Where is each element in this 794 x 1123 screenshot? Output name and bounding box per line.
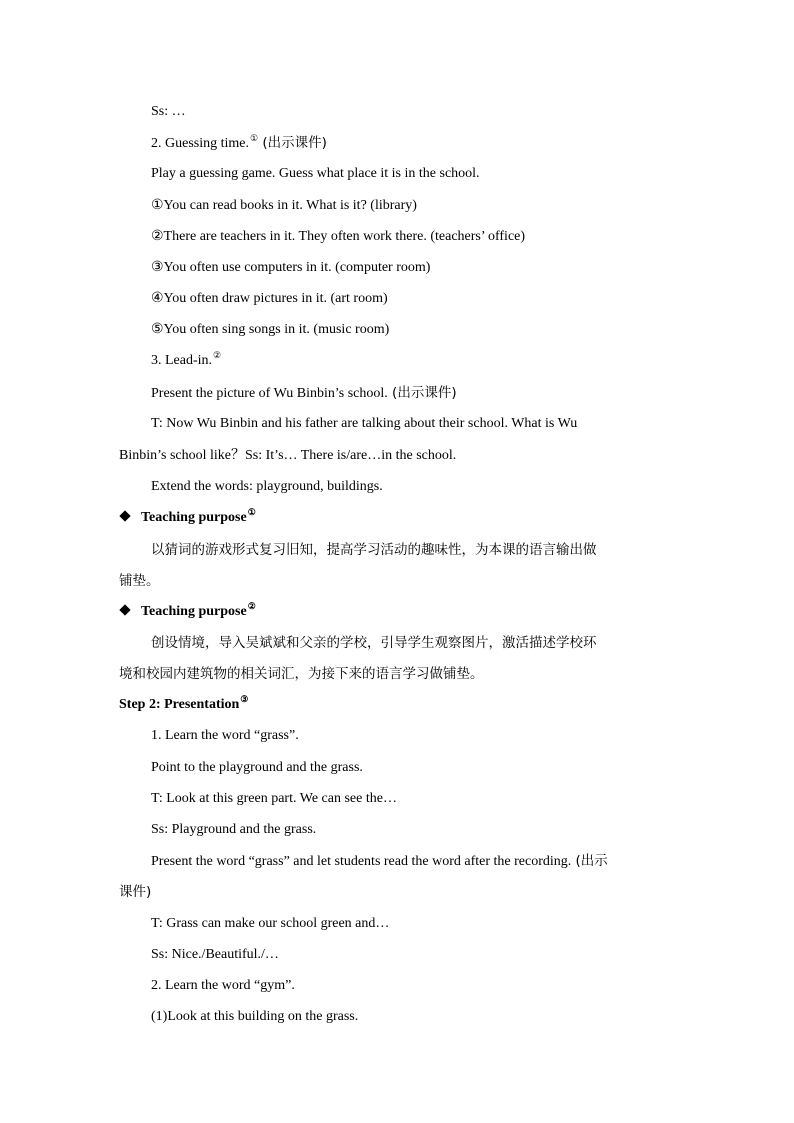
teaching-purpose-1-text <box>151 540 597 560</box>
text-cn: 课件) <box>119 884 152 900</box>
text: Play a guessing game. Guess what place it is in the school. <box>151 166 480 181</box>
line-point-playground <box>151 758 363 778</box>
teaching-purpose-1-text-cont <box>119 571 160 591</box>
text: T: Grass can make our school green and… <box>151 916 390 931</box>
text-cn: 以猜词的游戏形式复习旧知，提高学习活动的趣味性，为本课的语言输出做 <box>151 542 597 558</box>
text: 3. Lead-in. <box>151 353 213 368</box>
line-guessing-time <box>151 133 327 154</box>
text: Present the word “grass” and let students read the word after the recording. <box>151 854 572 869</box>
line-item-4 <box>151 289 388 309</box>
footnote-mark: ① <box>250 133 259 143</box>
line-item-3 <box>151 258 430 278</box>
diamond-bullet-icon <box>119 604 130 615</box>
text: Present the picture of Wu Binbin’s school. <box>151 386 388 401</box>
diamond-bullet-icon <box>119 510 130 521</box>
line-item-5 <box>151 320 389 340</box>
text-cn: 创设情境，导入吴斌斌和父亲的学校，引导学生观察图片，激活描述学校环 <box>151 635 597 651</box>
line-item-1 <box>151 196 417 216</box>
line-play-game <box>151 164 480 184</box>
line-teacher-dialogue <box>151 414 577 434</box>
footnote-mark: ② <box>213 350 222 360</box>
text-cn: 境和校园内建筑物的相关词汇，为接下来的语言学习做铺垫。 <box>119 666 484 682</box>
line-present-grass <box>151 851 608 872</box>
footnote-mark: ③ <box>240 694 249 704</box>
text-cn: (出示 <box>571 853 608 869</box>
footnote-mark: ② <box>247 601 256 611</box>
text: ①You can read books in it. What is it? (library) <box>151 198 417 213</box>
text-cn: (出示课件) <box>258 135 327 151</box>
line-look-building <box>151 1007 358 1027</box>
line-present-picture <box>151 383 457 404</box>
text: Extend the words: playground, buildings. <box>151 479 383 494</box>
text: Point to the playground and the grass. <box>151 760 363 775</box>
line-ss-nice <box>151 945 279 965</box>
text: T: Look at this green part. We can see the… <box>151 791 397 806</box>
text: Binbin’s school like？Ss: It’s… There is/are…in the school. <box>119 448 457 463</box>
line-teacher-green <box>151 789 397 809</box>
text: 2. Learn the word “gym”. <box>151 978 295 993</box>
step-2-heading <box>119 695 248 715</box>
text: Ss: … <box>151 104 186 119</box>
text: ④You often draw pictures in it. (art room) <box>151 291 388 306</box>
text: Ss: Playground and the grass. <box>151 822 317 837</box>
text: ②There are teachers in it. They often work there. (teachers’ office) <box>151 229 526 244</box>
text: T: Now Wu Binbin and his father are talking about their school. What is Wu <box>151 416 578 431</box>
teaching-purpose-1-heading <box>119 508 256 528</box>
teaching-purpose-2-heading <box>119 602 256 622</box>
footnote-mark: ① <box>247 507 256 517</box>
line-item-2 <box>151 227 525 247</box>
text: 1. Learn the word “grass”. <box>151 728 299 743</box>
text: ⑤You often sing songs in it. (music room) <box>151 322 390 337</box>
line-learn-grass <box>151 726 299 746</box>
line-teacher-dialogue-cont <box>119 446 456 466</box>
text: Teaching purpose <box>141 510 247 525</box>
line-ss-playground <box>151 820 316 840</box>
teaching-purpose-2-text <box>151 633 597 653</box>
line-learn-gym <box>151 976 295 996</box>
line-ss-response <box>151 102 186 122</box>
text-cn: 铺垫。 <box>119 573 160 589</box>
text: 2. Guessing time. <box>151 136 249 151</box>
text: Step 2: Presentation <box>119 697 240 712</box>
line-present-grass-cont <box>119 882 151 902</box>
line-lead-in <box>151 351 221 371</box>
text: Teaching purpose <box>141 604 247 619</box>
text: (1)Look at this building on the grass. <box>151 1009 359 1024</box>
teaching-purpose-2-text-cont <box>119 664 484 684</box>
text-cn: (出示课件) <box>387 385 457 401</box>
text: Ss: Nice./Beautiful./… <box>151 947 279 962</box>
line-teacher-grass <box>151 914 389 934</box>
text: ③You often use computers in it. (computer room) <box>151 260 431 275</box>
line-extend-words <box>151 477 383 497</box>
